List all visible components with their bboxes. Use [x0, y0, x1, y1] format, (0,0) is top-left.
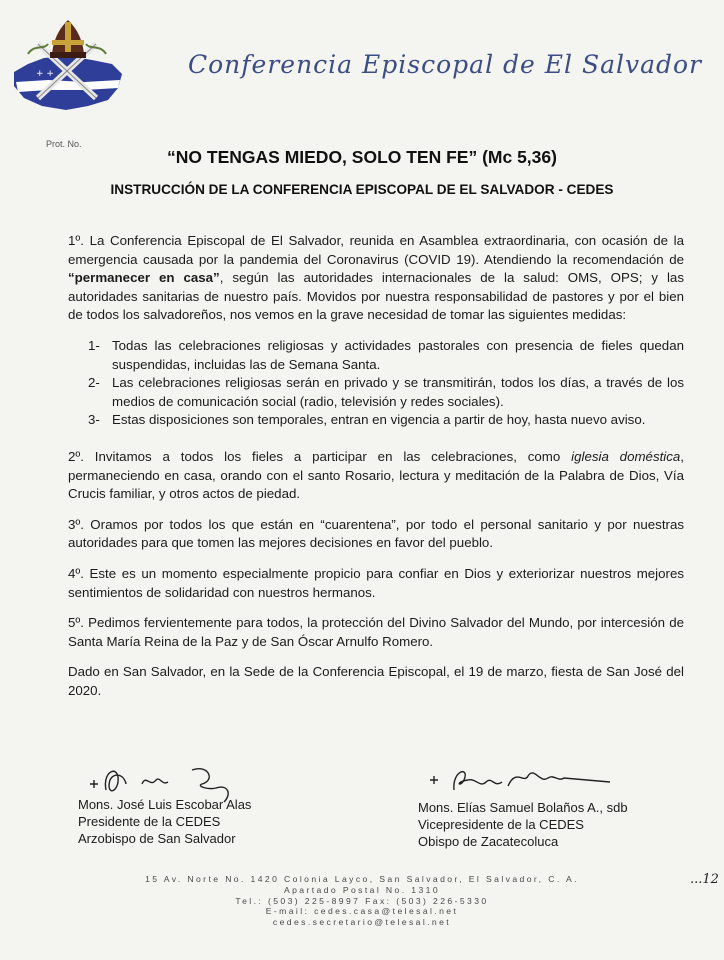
paragraph-4: 4º. Este es un momento especialmente propicio para confiar en Dios y exteriorizar nuestros mejores sentimientos de solidaridad con nuestros hermanos.: [68, 565, 684, 600]
signer-role: Presidente de la CEDES: [78, 814, 221, 829]
measure-item: [88, 337, 684, 374]
signature-block-vicepresident: [418, 799, 658, 850]
measure-item: [88, 411, 684, 430]
footer-po-box: Apartado Postal No. 1310: [283, 884, 441, 895]
paragraph-1-text-a: 1º. La Conferencia Episcopal de El Salvador, reunida en Asamblea extraordinaria, con ocasión de la emergencia causada por la pandemia del Coronavirus (COVID 19). Atendiendo la recomendación de: [68, 233, 684, 267]
handwritten-signature-right: [424, 760, 624, 804]
paragraph-5: 5º. Pedimos fervientemente para todos, la protección del Divino Salvador del Mundo, por intercesión de Santa María Reina de la Paz y de San Óscar Arnulfo Romero.: [68, 615, 684, 649]
footer-phones: Tel.: (503) 225-8997 Fax: (503) 226-5330: [235, 895, 489, 906]
measure-text: Todas las celebraciones religiosas y actividades pastorales con presencia de fieles quedan suspendidas, incluidas las de Semana Santa.: [112, 337, 684, 372]
organization-name: Conferencia Episcopal de El Salvador: [188, 50, 703, 79]
measure-number: 1-: [88, 337, 100, 353]
measure-number: 3-: [88, 412, 100, 428]
footer-email-1: E-mail: cedes.casa@telesal.net: [265, 906, 459, 917]
paragraph-2: [68, 448, 684, 504]
paragraph-1-emphasis: “permanecer en casa”: [68, 270, 220, 286]
measures-list: [68, 337, 684, 430]
signer-name: Mons. Elías Samuel Bolaños A., sdb: [418, 800, 628, 815]
signer-role: Vicepresidente de la CEDES: [418, 817, 584, 832]
mitre-icon: [50, 20, 86, 58]
paragraph-2-text-b: , permaneciendo en casa, orando con el santo Rosario, lectura y meditación de la Palabra de Dios, Vía Crucis familiar, y otros actos de piedad.: [68, 448, 684, 502]
measure-item: [88, 374, 684, 411]
paragraph-2-emphasis: iglesia doméstica: [571, 448, 681, 464]
footer-email-2: cedes.secretario@telesal.net: [272, 917, 452, 928]
paragraph-3: 3º. Oramos por todos los que están en “cuarentena”, por todo el personal sanitario y por nuestras autoridades para que tomen las mejores decisiones en favor del pueblo.: [68, 516, 684, 551]
svg-text:+ +: + +: [36, 69, 54, 79]
signer-title: Arzobispo de San Salvador: [78, 831, 236, 846]
measure-text: Las celebraciones religiosas serán en privado y se transmitirán, todos los días, a través de los medios de comunicación social (radio, televisión y redes sociales).: [112, 375, 684, 409]
footer-address: 15 Av. Norte No. 1420 Colonia Layco, San Salvador, El Salvador, C. A.: [145, 874, 579, 884]
measure-number: 2-: [88, 375, 100, 391]
signature-block-president: [78, 796, 308, 847]
document-subtitle: INSTRUCCIÓN DE LA CONFERENCIA EPISCOPAL DE EL SALVADOR - CEDES: [110, 182, 614, 197]
letterhead-footer: [0, 874, 724, 928]
signer-title: Obispo de Zacatecoluca: [418, 834, 559, 849]
paragraph-2-text-a: 2º. Invitamos a todos los fieles a participar en las celebraciones, como: [68, 448, 572, 464]
signer-name: Mons. José Luis Escobar Alas: [78, 797, 252, 812]
measure-text: Estas disposiciones son temporales, entran en vigencia a partir de hoy, hasta nuevo aviso.: [112, 412, 646, 428]
cedes-logo: [8, 14, 126, 114]
document-title: “NO TENGAS MIEDO, SOLO TEN FE” (Mc 5,36): [167, 147, 557, 167]
paragraph-1: [68, 232, 684, 325]
closing-paragraph: Dado en San Salvador, en la Sede de la Conferencia Episcopal, el 19 de marzo, fiesta de San José del 2020.: [68, 664, 684, 698]
document-body: [68, 232, 684, 712]
paragraph-1-text-b: , según las autoridades internacionales de la salud: OMS, OPS; y las autoridades sanitarias de nuestro país. Movidos por nuestra responsabilidad de pastores y por el bien de todos los salvadoreños, nos vemos en la grave necesidad de tomar las siguientes medidas:: [68, 270, 684, 323]
page-continuation-marker: ...12: [690, 872, 719, 887]
map-emblem: [14, 56, 122, 110]
protocol-number-label: Prot. No.: [46, 139, 82, 149]
